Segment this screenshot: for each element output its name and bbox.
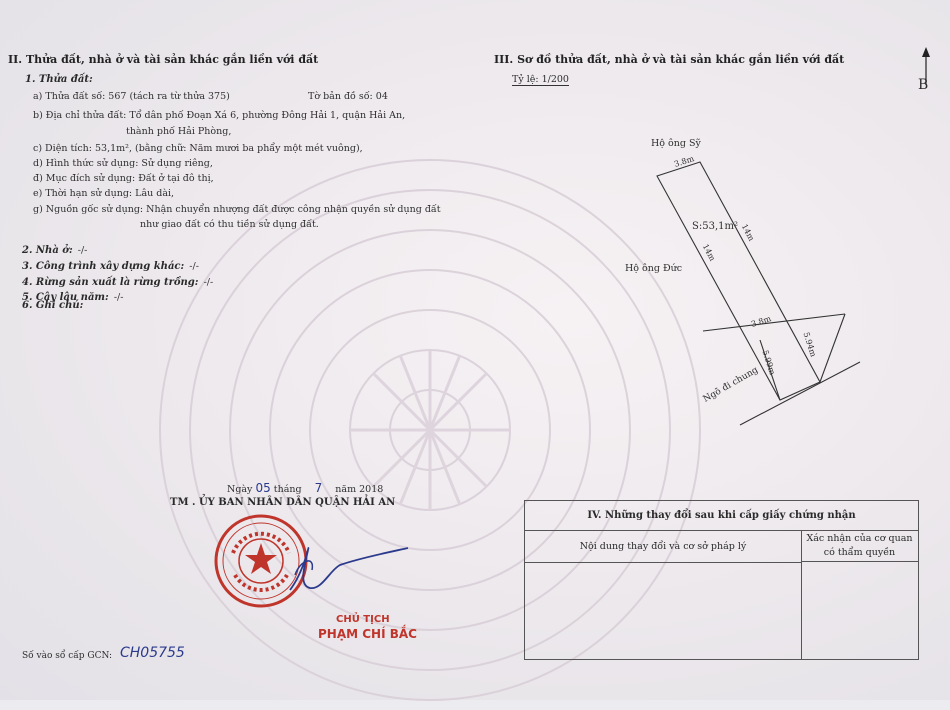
usage-origin-cont: như giao đất có thu tiền sử dụng đất. (140, 219, 319, 230)
shared-lane-label: Ngõ đi chung (701, 365, 760, 405)
neighbor-left: Hộ ông Đức (625, 263, 683, 274)
issue-date (227, 481, 383, 495)
parcel-area: c) Diện tích: 53,1m², (bằng chữ: Năm mươi ba phẩy một mét vuông), (33, 143, 363, 154)
date-month: 7 (314, 481, 323, 495)
section4-title: IV. Những thay đổi sau khi cấp giấy chứng nhận (525, 501, 918, 531)
usage-purpose: đ) Mục đích sử dụng: Đất ở tại đô thị, (33, 173, 214, 184)
house-label: 2. Nhà ở: (22, 245, 73, 256)
confirmation-column-header (801, 530, 918, 562)
date-day: 05 (255, 481, 271, 495)
perennial-label: 5. Cây lâu năm: (22, 292, 109, 303)
parcel-address-city: thành phố Hải Phòng, (126, 126, 232, 137)
register-number: CH05755 (120, 645, 185, 661)
parcel-heading: 1. Thửa đất: (25, 74, 93, 85)
dim-left-long: 14m (700, 242, 718, 263)
issuing-authority: TM . ỦY BAN NHÂN DÂN QUẬN HẢI AN (170, 497, 396, 508)
construction-label: 3. Công trình xây dựng khác: (22, 261, 185, 272)
forest-label: 4. Rừng sản xuất là rừng trồng: (22, 277, 199, 288)
dim-left-ext: 5.99m (760, 349, 777, 376)
construction-value: -/- (189, 261, 199, 272)
perennial-value: -/- (113, 292, 124, 303)
changes-table (524, 500, 919, 660)
table-divider (801, 562, 802, 659)
dim-right-ext: 5.94m (801, 331, 818, 358)
dim-bottom: 3.8m (750, 314, 773, 329)
section2-title: II. Thửa đất, nhà ở và tài sản khác gắn liền với đất (8, 53, 319, 66)
parcel-number: a) Thửa đất số: 567 (tách ra từ thửa 375) (33, 91, 230, 102)
chairman-signature (250, 530, 410, 610)
north-label: B (918, 77, 929, 93)
neighbor-top: Hộ ông Sỹ (651, 138, 701, 149)
usage-form: d) Hình thức sử dụng: Sử dụng riêng, (33, 158, 213, 169)
map-sheet-number: Tờ bản đồ số: 04 (308, 91, 388, 102)
date-year: năm 2018 (335, 484, 384, 495)
parcel-outline (657, 162, 820, 400)
house-value: -/- (77, 245, 88, 256)
chairman-name: PHẠM CHÍ BẮC (318, 627, 417, 641)
dim-top: 3.8m (673, 154, 696, 169)
parcel-area-label: S:53,1m² (692, 221, 738, 232)
notes-label: 6. Ghi chú: (22, 300, 84, 311)
changes-column-header: Nội dung thay đổi và cơ sở pháp lý (525, 530, 802, 563)
date-prefix: Ngày (227, 484, 253, 495)
scale-label: Tỷ lệ: 1/200 (512, 74, 569, 85)
parcel-address: b) Địa chỉ thửa đất: Tổ dân phố Đoạn Xá 6, phường Đông Hải 1, quận Hải An, (33, 110, 406, 121)
parcel-sketch (620, 140, 880, 440)
chairman-title: CHỦ TỊCH (336, 614, 390, 625)
usage-origin: g) Nguồn gốc sử dụng: Nhận chuyển nhượng đất được công nhận quyền sử dụng đất (33, 204, 441, 215)
confirmation-header-line2: có thẩm quyền (823, 547, 896, 558)
section3-title: III. Sơ đồ thửa đất, nhà ở và tài sản khác gắn liền với đất (494, 53, 845, 66)
register-label: Số vào sổ cấp GCN: (22, 651, 113, 661)
dim-right-long: 14m (739, 222, 757, 243)
forest-value: -/- (203, 277, 214, 288)
month-prefix: tháng (273, 484, 302, 495)
usage-term: e) Thời hạn sử dụng: Lâu dài, (33, 188, 175, 199)
confirmation-header-line1: Xác nhận của cơ quan (806, 533, 913, 544)
